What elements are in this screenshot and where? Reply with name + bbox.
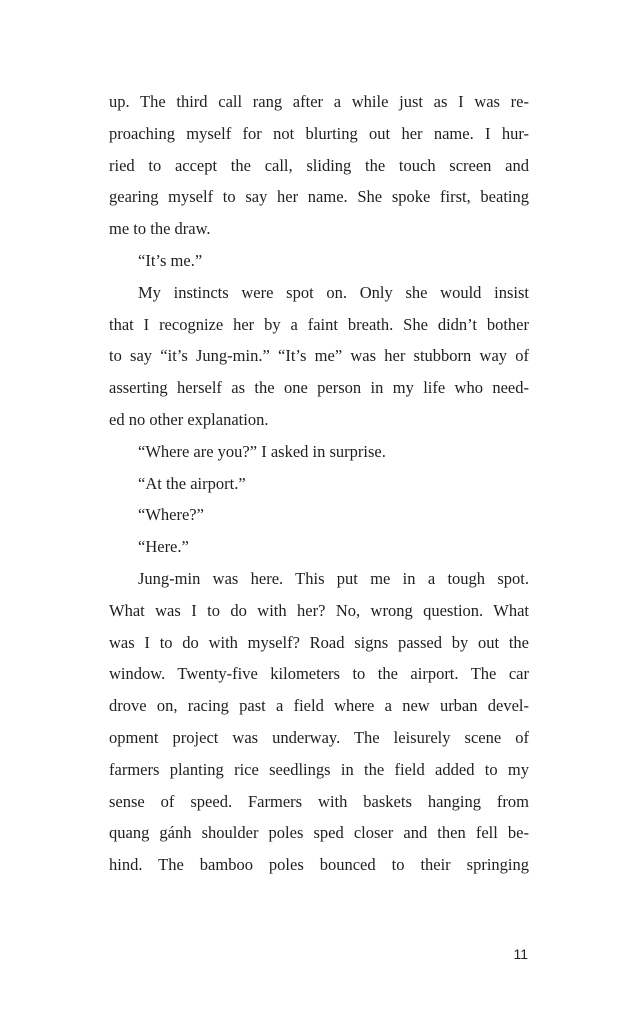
text-line: me to the draw. bbox=[109, 219, 211, 239]
text-line: asserting herself as the one person in my life who need- bbox=[109, 378, 529, 398]
text-line: What was I to do with her? No, wrong question. What bbox=[109, 600, 529, 620]
page-body-text bbox=[109, 86, 529, 881]
text-line: ed no other explanation. bbox=[109, 409, 269, 429]
text-line: to say “it’s Jung-min.” “It’s me” was her stubborn way of bbox=[109, 346, 529, 366]
text-line-dialogue: “Here.” bbox=[138, 537, 189, 557]
text-line: gearing myself to say her name. She spoke first, beating bbox=[109, 187, 529, 207]
text-line: sense of speed. Farmers with baskets hanging from bbox=[109, 791, 529, 811]
page-number: 11 bbox=[513, 946, 528, 962]
text-line-paragraph-start: My instincts were spot on. Only she would insist bbox=[138, 282, 529, 302]
text-line: ried to accept the call, sliding the touch screen and bbox=[109, 155, 529, 175]
text-line-dialogue: “It’s me.” bbox=[138, 250, 203, 270]
text-line: up. The third call rang after a while just as I was re- bbox=[109, 92, 529, 111]
text-line: proaching myself for not blurting out her name. I hur- bbox=[109, 123, 529, 143]
text-line: farmers planting rice seedlings in the field added to my bbox=[109, 759, 529, 779]
text-line: was I to do with myself? Road signs passed by out the bbox=[109, 632, 529, 652]
text-line: drove on, racing past a field where a new urban devel- bbox=[109, 696, 529, 716]
text-line: window. Twenty-five kilometers to the airport. The car bbox=[109, 664, 529, 684]
text-line: hind. The bamboo poles bounced to their springing bbox=[109, 855, 529, 875]
text-line-dialogue: “Where are you?” I asked in surprise. bbox=[138, 441, 386, 461]
text-line-dialogue: “At the airport.” bbox=[138, 473, 246, 493]
text-line: that I recognize her by a faint breath. She didn’t bother bbox=[109, 314, 529, 334]
text-line: quang gánh shoulder poles sped closer and then fell be- bbox=[109, 823, 529, 843]
text-line: opment project was underway. The leisurely scene of bbox=[109, 727, 529, 747]
text-line-dialogue: “Where?” bbox=[138, 505, 204, 525]
text-line-paragraph-start: Jung-min was here. This put me in a tough spot. bbox=[138, 568, 529, 588]
